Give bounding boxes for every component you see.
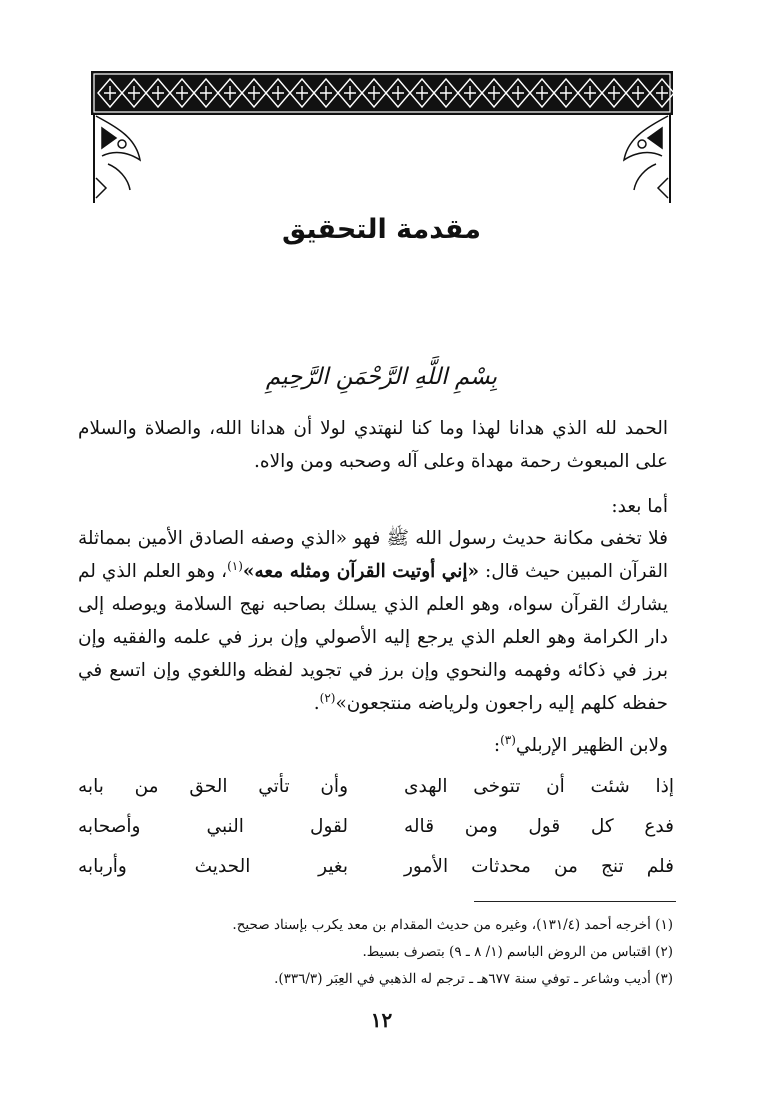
verse-line xyxy=(78,850,674,883)
ornamental-header-frame xyxy=(78,68,686,213)
hadith-quote: «إني أوتيت القرآن ومثله معه» xyxy=(242,561,480,582)
verse-first-hemistich: فدع كل قول ومن قاله xyxy=(404,816,674,837)
verse-first-hemistich: فلم تنج من محدثات الأمور xyxy=(404,856,674,877)
verse-line xyxy=(78,810,674,843)
verse-second-hemistich: وأن تأتي الحق من بابه xyxy=(78,776,348,797)
poet-text: ولابن الظهير الإربلي xyxy=(515,735,668,756)
poet-colon: : xyxy=(493,735,501,756)
right-corner-ornament xyxy=(624,116,668,198)
body-paragraph xyxy=(78,522,668,720)
basmala: بِسْمِ اللَّهِ الرَّحْمَنِ الرَّحِيمِ xyxy=(265,364,498,390)
amma-baad-line: أما بعد: xyxy=(611,496,668,517)
page-number: ١٢ xyxy=(370,1008,393,1032)
footnote-separator xyxy=(474,901,676,902)
body-text-end: . xyxy=(313,693,320,714)
verse-line xyxy=(78,770,674,803)
footnote: (١) أخرجه أحمد (١٣١/٤)، وغيره من حديث المقدام بن معد يكرب بإسناد صحيح. xyxy=(232,917,673,933)
body-text-1: فلا تخفى مكانة حديث رسول الله ﷺ فهو «الذي وصفه الصادق الأمين بمماثلة القرآن المبين حيث قال: xyxy=(78,528,668,582)
verse-second-hemistich: بغير الحديث وأربابه xyxy=(78,856,348,877)
verse-first-hemistich: إذا شئت أن تتوخى الهدى xyxy=(404,776,674,797)
verse-second-hemistich: لقول النبي وأصحابه xyxy=(78,816,348,837)
footnote-ref-3[interactable]: (٣) xyxy=(500,732,516,747)
poet-line xyxy=(78,729,668,762)
page-title: مقدمة التحقيق xyxy=(282,214,481,245)
footnote: (٢) اقتباس من الروض الباسم (١/ ٨ ـ ٩) بتصرف بسيط. xyxy=(362,944,673,960)
footnote: (٣) أديب وشاعر ـ توفي سنة ٦٧٧هـ ـ ترجم له الذهبي في العِبَر (٣٣٦/٣). xyxy=(274,971,673,987)
intro-paragraph: الحمد لله الذي هدانا لهذا وما كنا لنهتدي لولا أن هدانا الله، والصلاة والسلام على المبعوث رحمة مهداة وعلى آله وصحبه ومن والاه. xyxy=(78,418,668,472)
footnote-ref-2[interactable]: (٢) xyxy=(319,690,336,705)
left-corner-ornament xyxy=(96,116,140,198)
footnote-ref-1[interactable]: (١) xyxy=(227,558,243,573)
body-text-2: ، وهو العلم الذي لم يشارك القرآن سواه، وهو العلم الذي يسلك بصاحبه نهج السلامة ويوصله إلى دار الكرامة وهو العلم الذي يرجع إليه الأصولي وإن برز في علمه والفقيه وإن برز في ذكائه وفهمه والنحوي وإن برز في تجويد لفظه واللغوي وإن اتسع في حفظه كلهم إليه راجعون ولرياضه منتجعون» xyxy=(78,561,668,714)
